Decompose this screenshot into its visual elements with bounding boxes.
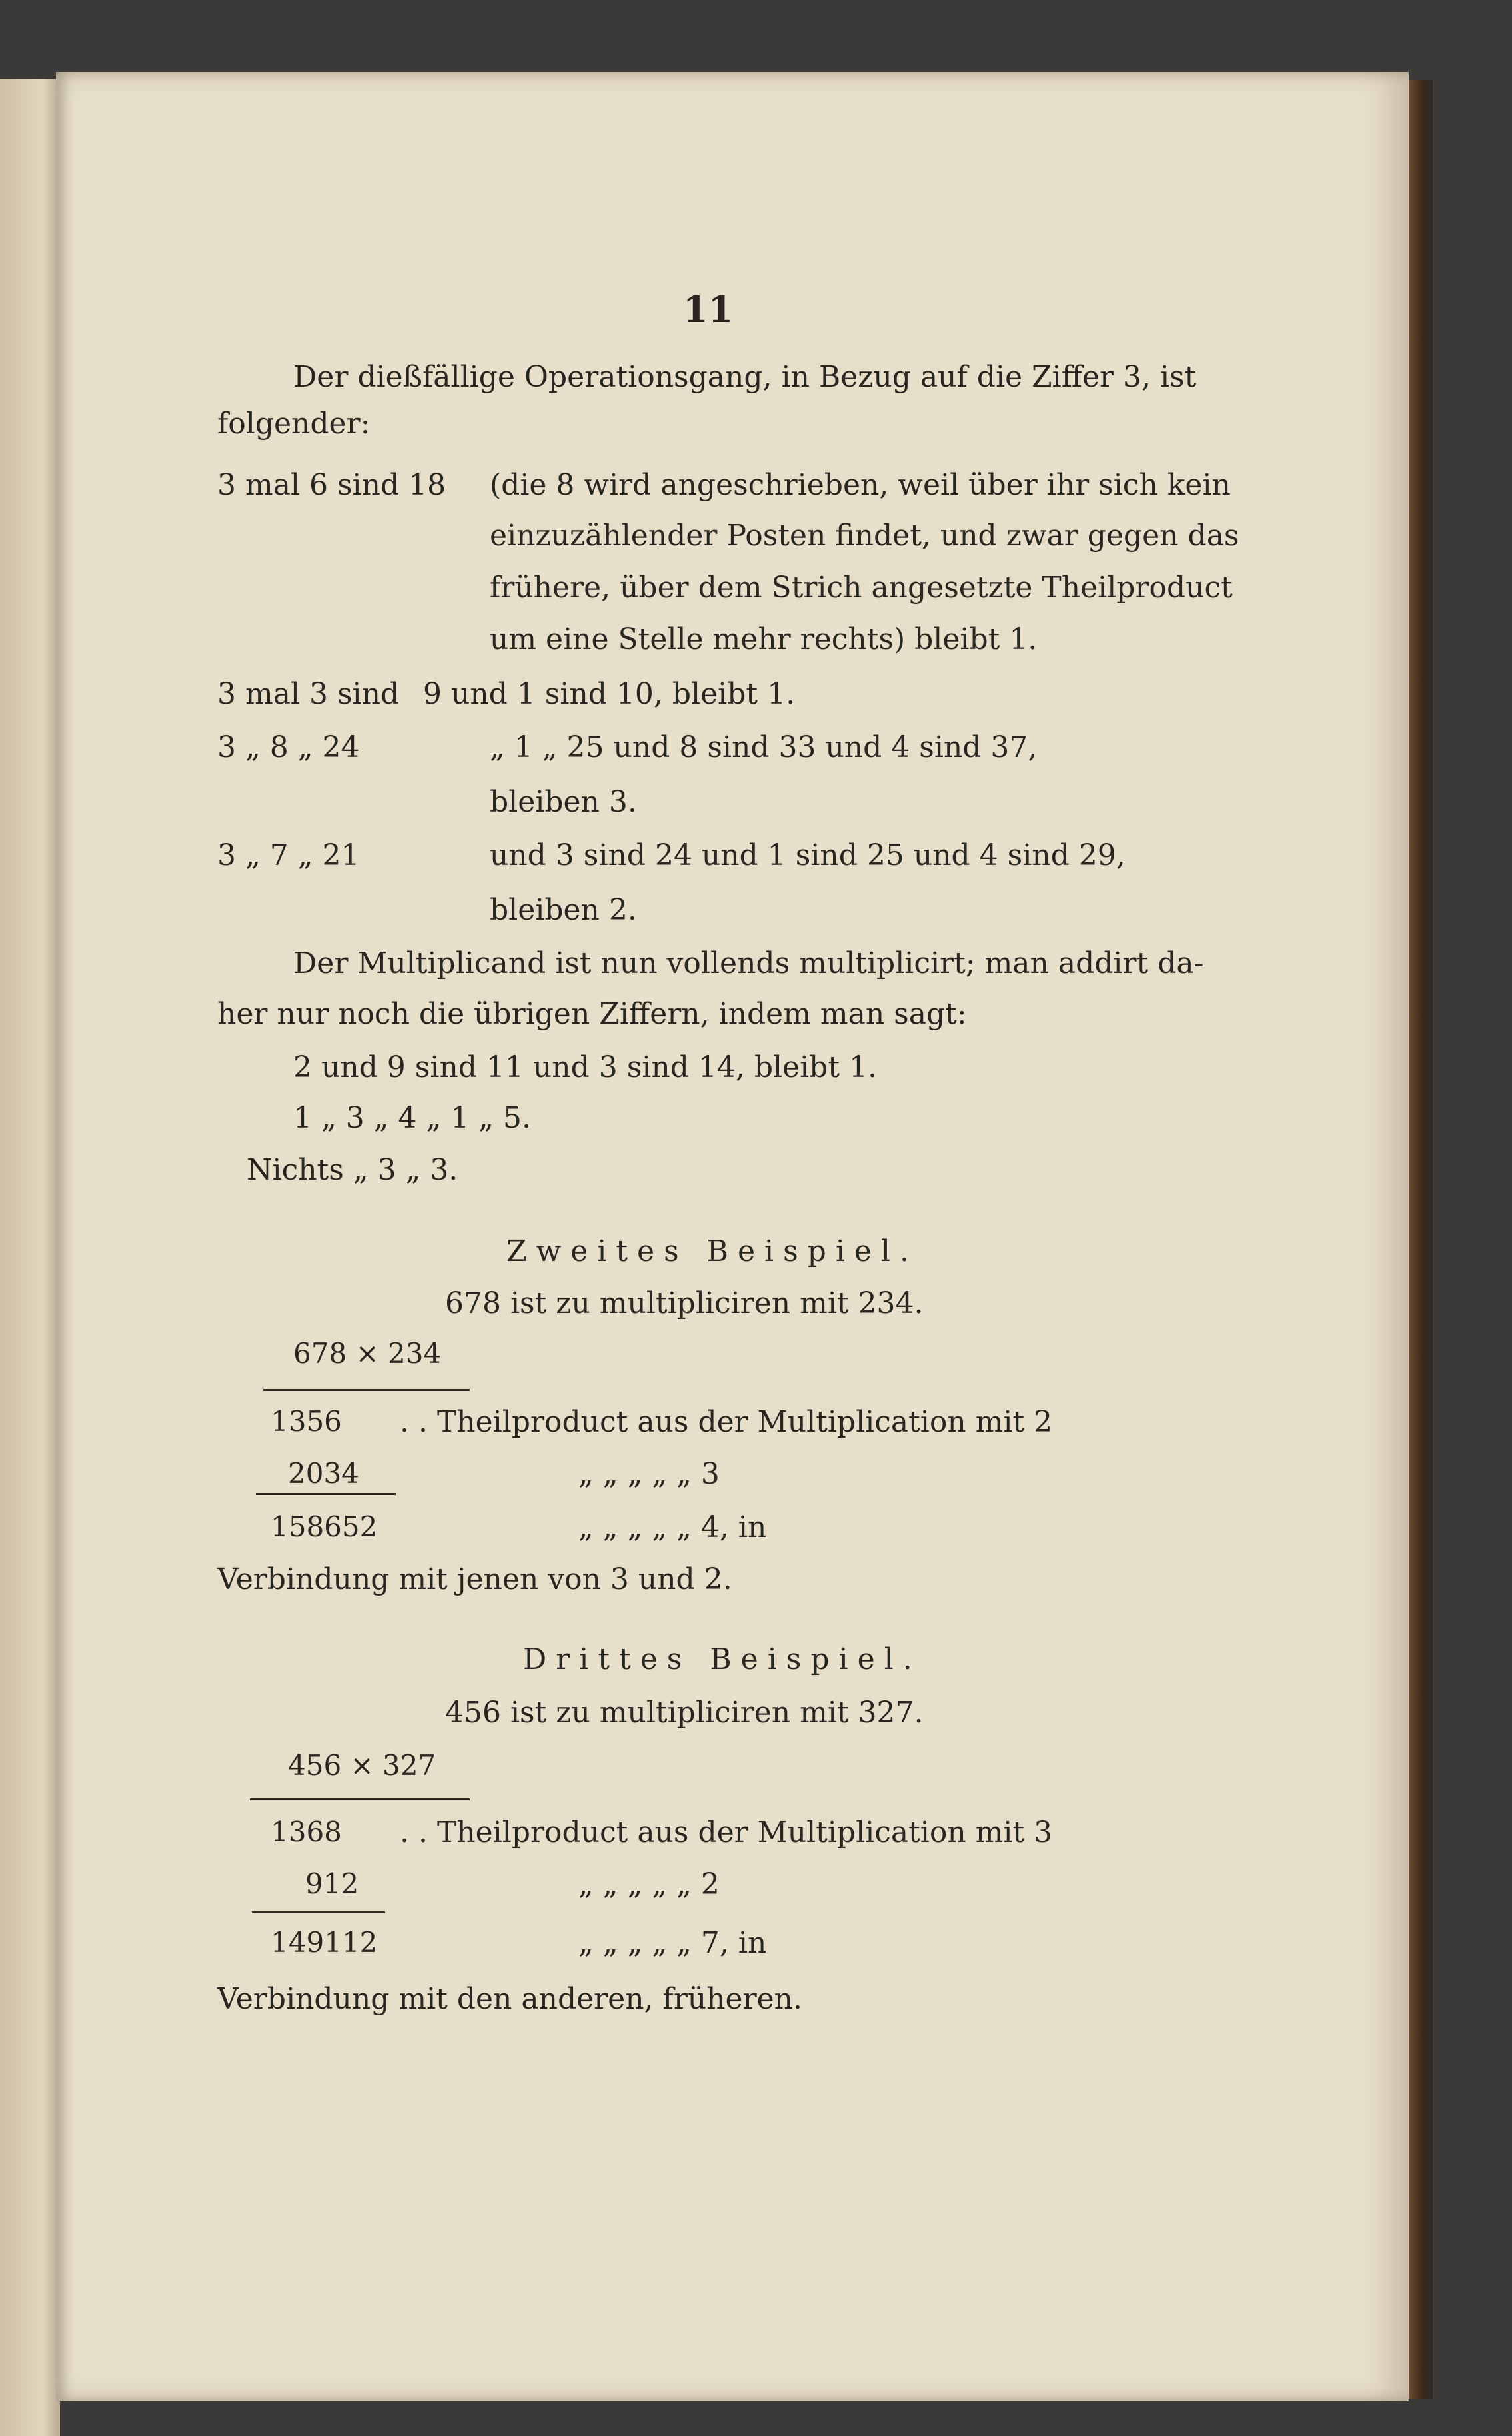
example2-rule-bottom [256, 1493, 396, 1495]
step3-lead: 3 „ 8 „ 24 [217, 730, 360, 764]
step3-rest: „ 1 „ 25 und 8 sind 33 und 4 sind 37, [490, 730, 1038, 764]
example2-product-text: „ „ „ „ „ 4, in [578, 1510, 767, 1544]
step1-line-1: (die 8 wird angeschrieben, weil über ihr sich kein [490, 468, 1231, 502]
example3-rule-bottom [252, 1911, 385, 1913]
example3-product: 149112 [271, 1926, 378, 1959]
addition-row: 2 und 9 sind 11 und 3 sind 14, bleibt 1. [293, 1050, 877, 1084]
step1-lead: 3 mal 6 sind 18 [217, 468, 446, 502]
example3-problem: 456 × 327 [288, 1749, 436, 1782]
example2-partial-2-text: „ „ „ „ „ 3 [578, 1457, 720, 1491]
example3-product-text: „ „ „ „ „ 7, in [578, 1926, 767, 1960]
book-spine-edge [1409, 80, 1433, 2399]
example3-rule-top [250, 1798, 470, 1800]
example2-product: 158652 [271, 1510, 378, 1543]
addition-row: Nichts „ 3 „ 3. [247, 1153, 458, 1187]
addition-row: 1 „ 3 „ 4 „ 1 „ 5. [293, 1101, 532, 1135]
step1-line-2: einzuzählender Posten findet, und zwar gegen das [490, 519, 1239, 553]
example2-rule-top [263, 1389, 470, 1391]
example3-heading: Drittes Beispiel. [523, 1642, 922, 1676]
example2-heading: Zweites Beispiel. [506, 1234, 918, 1268]
step2-rest: 9 und 1 sind 10, bleibt 1. [423, 677, 796, 711]
example2-problem: 678 × 234 [293, 1337, 442, 1370]
example2-closing: Verbindung mit jenen von 3 und 2. [217, 1562, 732, 1596]
step4-continued: bleiben 2. [490, 893, 637, 927]
example3-partial-2: 912 [305, 1867, 359, 1900]
step4-rest: und 3 sind 24 und 1 sind 25 und 4 sind 29, [490, 838, 1126, 872]
step2-lead: 3 mal 3 sind [217, 677, 400, 711]
step1-line-4: um eine Stelle mehr rechts) bleibt 1. [490, 622, 1038, 656]
example3-partial-2-text: „ „ „ „ „ 2 [578, 1867, 720, 1901]
example3-partial-1: 1368 [271, 1816, 342, 1848]
example2-task: 678 ist zu multipliciren mit 234. [445, 1286, 924, 1320]
example3-task: 456 ist zu multipliciren mit 327. [445, 1696, 924, 1730]
page-number: 11 [683, 288, 734, 331]
example2-partial-2: 2034 [288, 1457, 359, 1490]
example2-partial-1-text: . . Theilproduct aus der Multiplication mit 2 [400, 1405, 1053, 1439]
example3-closing: Verbindung mit den anderen, früheren. [217, 1982, 802, 2016]
example2-partial-1: 1356 [271, 1405, 342, 1438]
summary-line-1: Der Multiplicand ist nun vollends multiplicirt; man addirt da- [293, 946, 1204, 980]
intro-line-1: Der dießfällige Operationsgang, in Bezug auf die Ziffer 3, ist [293, 360, 1197, 394]
step1-line-3: frühere, über dem Strich angesetzte Theilproduct [490, 571, 1233, 605]
previous-page-edge [0, 79, 60, 2436]
example3-partial-1-text: . . Theilproduct aus der Multiplication mit 3 [400, 1816, 1053, 1849]
intro-line-2: folgender: [217, 407, 371, 441]
step3-continued: bleiben 3. [490, 785, 637, 819]
summary-line-2: her nur noch die übrigen Ziffern, indem man sagt: [217, 997, 967, 1031]
step4-lead: 3 „ 7 „ 21 [217, 838, 360, 872]
